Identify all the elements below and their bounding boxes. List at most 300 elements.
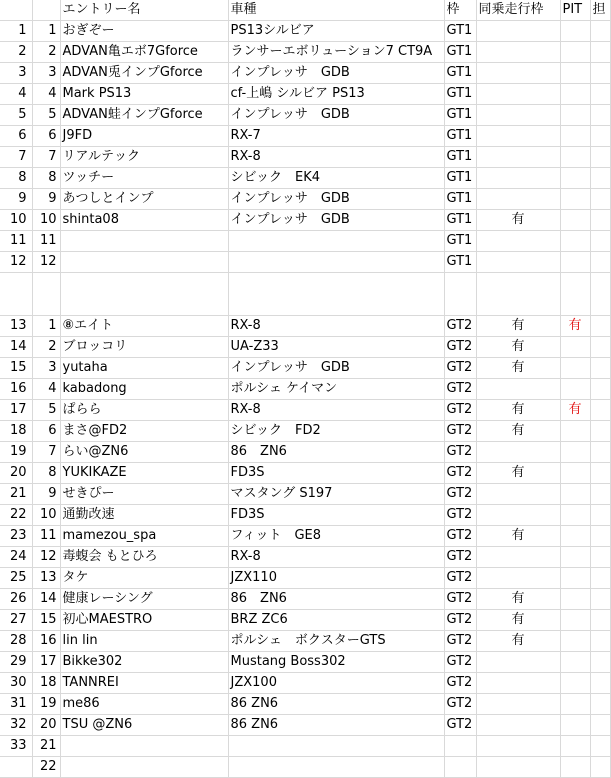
entry-name[interactable] bbox=[60, 252, 228, 273]
passenger-ride-cell[interactable] bbox=[476, 126, 560, 147]
passenger-ride-cell[interactable] bbox=[476, 84, 560, 105]
entry-name[interactable]: おぎぞー bbox=[60, 21, 228, 42]
car-model[interactable]: 86 ZN6 bbox=[228, 694, 444, 715]
entry-name[interactable]: ブロッコリ bbox=[60, 337, 228, 358]
class-cell[interactable]: GT1 bbox=[444, 189, 476, 210]
car-model[interactable]: RX-8 bbox=[228, 316, 444, 337]
empty-cell[interactable] bbox=[590, 610, 610, 631]
entry-name[interactable]: 健康レーシング bbox=[60, 589, 228, 610]
entry-number[interactable]: 12 bbox=[32, 252, 60, 273]
passenger-ride-cell[interactable] bbox=[476, 547, 560, 568]
row-number[interactable]: 3 bbox=[0, 63, 32, 84]
class-cell[interactable]: GT1 bbox=[444, 231, 476, 252]
pit-cell[interactable] bbox=[560, 526, 590, 547]
empty-cell[interactable] bbox=[590, 379, 610, 400]
row-number[interactable]: 17 bbox=[0, 400, 32, 421]
pit-cell[interactable] bbox=[560, 337, 590, 358]
empty-cell[interactable] bbox=[590, 168, 610, 189]
pit-cell[interactable] bbox=[560, 231, 590, 252]
entry-name[interactable]: ADVAN兎インプGforce bbox=[60, 63, 228, 84]
passenger-ride-cell[interactable] bbox=[476, 231, 560, 252]
class-cell[interactable]: GT2 bbox=[444, 379, 476, 400]
pit-cell[interactable] bbox=[560, 568, 590, 589]
car-model[interactable]: UA-Z33 bbox=[228, 337, 444, 358]
passenger-ride-cell[interactable] bbox=[476, 736, 560, 757]
empty-cell[interactable] bbox=[590, 210, 610, 231]
pit-cell[interactable] bbox=[560, 757, 590, 778]
entry-number[interactable]: 9 bbox=[32, 189, 60, 210]
pit-cell[interactable] bbox=[560, 63, 590, 84]
class-cell[interactable]: GT2 bbox=[444, 694, 476, 715]
row-number[interactable]: 9 bbox=[0, 189, 32, 210]
class-cell[interactable]: GT1 bbox=[444, 252, 476, 273]
row-number[interactable]: 26 bbox=[0, 589, 32, 610]
empty-cell[interactable] bbox=[444, 273, 476, 316]
entry-number[interactable]: 15 bbox=[32, 610, 60, 631]
header-passenger-ride[interactable]: 同乗走行枠 bbox=[476, 0, 560, 21]
passenger-ride-cell[interactable] bbox=[476, 652, 560, 673]
passenger-ride-cell[interactable] bbox=[476, 442, 560, 463]
entry-name[interactable] bbox=[60, 736, 228, 757]
empty-cell[interactable] bbox=[590, 316, 610, 337]
entry-name[interactable]: せきぴー bbox=[60, 484, 228, 505]
row-number[interactable]: 20 bbox=[0, 463, 32, 484]
class-cell[interactable]: GT2 bbox=[444, 715, 476, 736]
car-model[interactable]: 86 ZN6 bbox=[228, 715, 444, 736]
empty-cell[interactable] bbox=[590, 421, 610, 442]
passenger-ride-cell[interactable]: 有 bbox=[476, 526, 560, 547]
passenger-ride-cell[interactable] bbox=[476, 568, 560, 589]
empty-cell[interactable] bbox=[590, 694, 610, 715]
pit-cell[interactable] bbox=[560, 547, 590, 568]
passenger-ride-cell[interactable] bbox=[476, 379, 560, 400]
empty-cell[interactable] bbox=[590, 126, 610, 147]
entry-name[interactable]: mamezou_spa bbox=[60, 526, 228, 547]
row-number[interactable]: 29 bbox=[0, 652, 32, 673]
table-row bbox=[0, 757, 610, 778]
table-row bbox=[0, 337, 610, 358]
entry-name[interactable]: まさ@FD2 bbox=[60, 421, 228, 442]
entry-name[interactable]: ADVAN亀エボ7Gforce bbox=[60, 42, 228, 63]
class-cell[interactable]: GT2 bbox=[444, 526, 476, 547]
class-cell[interactable]: GT1 bbox=[444, 168, 476, 189]
class-cell[interactable]: GT1 bbox=[444, 84, 476, 105]
class-cell[interactable]: GT2 bbox=[444, 463, 476, 484]
empty-cell[interactable] bbox=[32, 273, 60, 316]
car-model[interactable]: RX-8 bbox=[228, 400, 444, 421]
entry-name[interactable]: yutaha bbox=[60, 358, 228, 379]
entry-name[interactable]: ぱらら bbox=[60, 400, 228, 421]
entry-number[interactable]: 1 bbox=[32, 316, 60, 337]
empty-cell[interactable] bbox=[590, 63, 610, 84]
passenger-ride-cell[interactable] bbox=[476, 63, 560, 84]
pit-cell[interactable] bbox=[560, 105, 590, 126]
table-row bbox=[0, 715, 610, 736]
car-model[interactable]: シビック FD2 bbox=[228, 421, 444, 442]
row-number[interactable]: 1 bbox=[0, 21, 32, 42]
pit-cell[interactable] bbox=[560, 589, 590, 610]
row-number[interactable]: 28 bbox=[0, 631, 32, 652]
empty-cell[interactable] bbox=[590, 442, 610, 463]
pit-cell[interactable]: 有 bbox=[560, 316, 590, 337]
car-model[interactable] bbox=[228, 252, 444, 273]
entry-number[interactable]: 17 bbox=[32, 652, 60, 673]
entry-number[interactable]: 12 bbox=[32, 547, 60, 568]
entry-number[interactable]: 20 bbox=[32, 715, 60, 736]
car-model[interactable]: ポルシェ ケイマン bbox=[228, 379, 444, 400]
entry-name[interactable]: らい@ZN6 bbox=[60, 442, 228, 463]
class-cell[interactable]: GT2 bbox=[444, 568, 476, 589]
entry-number[interactable]: 5 bbox=[32, 105, 60, 126]
header-cell[interactable] bbox=[0, 0, 32, 21]
class-cell[interactable] bbox=[444, 736, 476, 757]
entry-number[interactable]: 10 bbox=[32, 505, 60, 526]
entry-name[interactable]: Mark PS13 bbox=[60, 84, 228, 105]
passenger-ride-cell[interactable] bbox=[476, 757, 560, 778]
class-cell[interactable]: GT1 bbox=[444, 105, 476, 126]
empty-cell[interactable] bbox=[590, 147, 610, 168]
entry-name[interactable]: me86 bbox=[60, 694, 228, 715]
class-cell[interactable]: GT2 bbox=[444, 505, 476, 526]
pit-cell[interactable] bbox=[560, 42, 590, 63]
entry-number[interactable]: 22 bbox=[32, 757, 60, 778]
pit-cell[interactable] bbox=[560, 21, 590, 42]
class-cell[interactable]: GT2 bbox=[444, 337, 476, 358]
entry-number[interactable]: 9 bbox=[32, 484, 60, 505]
entry-number[interactable]: 4 bbox=[32, 379, 60, 400]
entry-name[interactable]: lin lin bbox=[60, 631, 228, 652]
entry-number[interactable]: 6 bbox=[32, 421, 60, 442]
entry-name[interactable]: ADVAN蛙インプGforce bbox=[60, 105, 228, 126]
entry-name[interactable]: TANNREI bbox=[60, 673, 228, 694]
class-cell[interactable]: GT2 bbox=[444, 652, 476, 673]
pit-cell[interactable] bbox=[560, 715, 590, 736]
entry-number[interactable]: 21 bbox=[32, 736, 60, 757]
entry-number[interactable]: 11 bbox=[32, 231, 60, 252]
empty-cell[interactable] bbox=[590, 189, 610, 210]
row-number[interactable]: 32 bbox=[0, 715, 32, 736]
passenger-ride-cell[interactable]: 有 bbox=[476, 210, 560, 231]
entry-number[interactable]: 3 bbox=[32, 63, 60, 84]
entry-name[interactable]: Bikke302 bbox=[60, 652, 228, 673]
header-class[interactable]: 枠 bbox=[444, 0, 476, 21]
empty-cell[interactable] bbox=[590, 463, 610, 484]
empty-cell[interactable] bbox=[590, 484, 610, 505]
empty-cell[interactable] bbox=[590, 631, 610, 652]
entry-number[interactable]: 2 bbox=[32, 337, 60, 358]
car-model[interactable]: RX-7 bbox=[228, 126, 444, 147]
entry-name[interactable]: あつしとインプ bbox=[60, 189, 228, 210]
passenger-ride-cell[interactable]: 有 bbox=[476, 316, 560, 337]
class-cell[interactable]: GT1 bbox=[444, 21, 476, 42]
car-model[interactable]: cf-上嶋 シルビア PS13 bbox=[228, 84, 444, 105]
passenger-ride-cell[interactable] bbox=[476, 168, 560, 189]
row-number[interactable]: 24 bbox=[0, 547, 32, 568]
entry-name[interactable]: ツッチー bbox=[60, 168, 228, 189]
pit-cell[interactable] bbox=[560, 652, 590, 673]
passenger-ride-cell[interactable] bbox=[476, 42, 560, 63]
table-row bbox=[0, 147, 610, 168]
entry-number[interactable]: 2 bbox=[32, 42, 60, 63]
class-cell[interactable]: GT2 bbox=[444, 673, 476, 694]
row-number[interactable]: 6 bbox=[0, 126, 32, 147]
class-cell[interactable]: GT1 bbox=[444, 63, 476, 84]
empty-cell[interactable] bbox=[590, 400, 610, 421]
empty-cell[interactable] bbox=[590, 273, 610, 316]
empty-cell[interactable] bbox=[0, 273, 32, 316]
empty-cell[interactable] bbox=[590, 757, 610, 778]
pit-cell[interactable] bbox=[560, 358, 590, 379]
car-model[interactable]: FD3S bbox=[228, 505, 444, 526]
header-entry-name[interactable]: エントリー名 bbox=[60, 0, 228, 21]
row-number[interactable]: 22 bbox=[0, 505, 32, 526]
class-cell[interactable]: GT2 bbox=[444, 316, 476, 337]
empty-cell[interactable] bbox=[590, 358, 610, 379]
empty-cell[interactable] bbox=[590, 231, 610, 252]
passenger-ride-cell[interactable]: 有 bbox=[476, 610, 560, 631]
car-model[interactable]: シビック EK4 bbox=[228, 168, 444, 189]
passenger-ride-cell[interactable]: 有 bbox=[476, 400, 560, 421]
entry-name[interactable]: 毒蝮会 もとひろ bbox=[60, 547, 228, 568]
entry-number[interactable]: 13 bbox=[32, 568, 60, 589]
pit-cell[interactable] bbox=[560, 736, 590, 757]
header-cut-column[interactable]: 担 bbox=[590, 0, 610, 21]
empty-cell[interactable] bbox=[590, 736, 610, 757]
car-model[interactable]: ランサーエボリューション7 CT9A bbox=[228, 42, 444, 63]
class-cell[interactable] bbox=[444, 757, 476, 778]
row-number[interactable]: 30 bbox=[0, 673, 32, 694]
entry-name[interactable]: 初心MAESTRO bbox=[60, 610, 228, 631]
entry-number[interactable]: 18 bbox=[32, 673, 60, 694]
row-number[interactable]: 13 bbox=[0, 316, 32, 337]
car-model[interactable]: RX-8 bbox=[228, 547, 444, 568]
empty-cell[interactable] bbox=[590, 715, 610, 736]
class-cell[interactable]: GT1 bbox=[444, 210, 476, 231]
pit-cell[interactable] bbox=[560, 442, 590, 463]
empty-cell[interactable] bbox=[590, 547, 610, 568]
empty-cell[interactable] bbox=[590, 505, 610, 526]
row-number[interactable]: 2 bbox=[0, 42, 32, 63]
passenger-ride-cell[interactable]: 有 bbox=[476, 421, 560, 442]
car-model[interactable]: FD3S bbox=[228, 463, 444, 484]
pit-cell[interactable] bbox=[560, 210, 590, 231]
table-row bbox=[0, 484, 610, 505]
entry-number[interactable]: 6 bbox=[32, 126, 60, 147]
row-number[interactable]: 5 bbox=[0, 105, 32, 126]
class-cell[interactable]: GT2 bbox=[444, 442, 476, 463]
entry-number[interactable]: 7 bbox=[32, 147, 60, 168]
class-cell[interactable]: GT1 bbox=[444, 42, 476, 63]
car-model[interactable]: PS13シルビア bbox=[228, 21, 444, 42]
row-number[interactable]: 11 bbox=[0, 231, 32, 252]
car-model[interactable] bbox=[228, 736, 444, 757]
passenger-ride-cell[interactable] bbox=[476, 484, 560, 505]
entry-name[interactable]: タケ bbox=[60, 568, 228, 589]
passenger-ride-cell[interactable] bbox=[476, 505, 560, 526]
entry-number[interactable]: 7 bbox=[32, 442, 60, 463]
class-cell[interactable]: GT2 bbox=[444, 631, 476, 652]
entry-name[interactable]: YUKIKAZE bbox=[60, 463, 228, 484]
class-cell[interactable]: GT2 bbox=[444, 610, 476, 631]
empty-cell[interactable] bbox=[590, 568, 610, 589]
class-cell[interactable]: GT2 bbox=[444, 589, 476, 610]
row-number[interactable] bbox=[0, 757, 32, 778]
table-row bbox=[0, 189, 610, 210]
entry-number[interactable]: 8 bbox=[32, 168, 60, 189]
pit-cell[interactable] bbox=[560, 673, 590, 694]
row-number[interactable]: 18 bbox=[0, 421, 32, 442]
passenger-ride-cell[interactable]: 有 bbox=[476, 589, 560, 610]
entry-number[interactable]: 4 bbox=[32, 84, 60, 105]
empty-cell[interactable] bbox=[590, 105, 610, 126]
class-cell[interactable]: GT2 bbox=[444, 400, 476, 421]
passenger-ride-cell[interactable]: 有 bbox=[476, 463, 560, 484]
empty-cell[interactable] bbox=[590, 526, 610, 547]
class-cell[interactable]: GT2 bbox=[444, 421, 476, 442]
car-model[interactable]: インプレッサ GDB bbox=[228, 63, 444, 84]
pit-cell[interactable] bbox=[560, 379, 590, 400]
empty-cell[interactable] bbox=[590, 42, 610, 63]
row-number[interactable]: 4 bbox=[0, 84, 32, 105]
car-model[interactable]: インプレッサ GDB bbox=[228, 189, 444, 210]
row-number[interactable]: 14 bbox=[0, 337, 32, 358]
empty-cell[interactable] bbox=[590, 337, 610, 358]
passenger-ride-cell[interactable] bbox=[476, 105, 560, 126]
row-number[interactable]: 10 bbox=[0, 210, 32, 231]
entry-number[interactable]: 14 bbox=[32, 589, 60, 610]
row-number[interactable]: 8 bbox=[0, 168, 32, 189]
pit-cell[interactable]: 有 bbox=[560, 400, 590, 421]
pit-cell[interactable] bbox=[560, 631, 590, 652]
entry-number[interactable]: 19 bbox=[32, 694, 60, 715]
table-row bbox=[0, 526, 610, 547]
table-row bbox=[0, 610, 610, 631]
empty-cell[interactable] bbox=[590, 589, 610, 610]
row-number[interactable]: 27 bbox=[0, 610, 32, 631]
row-number[interactable]: 12 bbox=[0, 252, 32, 273]
empty-cell[interactable] bbox=[590, 673, 610, 694]
entry-number[interactable]: 5 bbox=[32, 400, 60, 421]
empty-cell[interactable] bbox=[228, 273, 444, 316]
pit-cell[interactable] bbox=[560, 168, 590, 189]
entry-number[interactable]: 8 bbox=[32, 463, 60, 484]
row-number[interactable]: 15 bbox=[0, 358, 32, 379]
passenger-ride-cell[interactable] bbox=[476, 147, 560, 168]
row-number[interactable]: 7 bbox=[0, 147, 32, 168]
empty-cell[interactable] bbox=[590, 84, 610, 105]
empty-cell[interactable] bbox=[60, 273, 228, 316]
entry-number[interactable]: 3 bbox=[32, 358, 60, 379]
pit-cell[interactable] bbox=[560, 147, 590, 168]
passenger-ride-cell[interactable] bbox=[476, 715, 560, 736]
table-row bbox=[0, 694, 610, 715]
pit-cell[interactable] bbox=[560, 484, 590, 505]
car-model[interactable]: フィット GE8 bbox=[228, 526, 444, 547]
car-model[interactable]: ポルシェ ボクスターGTS bbox=[228, 631, 444, 652]
passenger-ride-cell[interactable] bbox=[476, 673, 560, 694]
pit-cell[interactable] bbox=[560, 126, 590, 147]
entry-number[interactable]: 11 bbox=[32, 526, 60, 547]
entry-name[interactable] bbox=[60, 231, 228, 252]
entry-name[interactable]: 通勤改速 bbox=[60, 505, 228, 526]
row-number[interactable]: 21 bbox=[0, 484, 32, 505]
entry-number[interactable]: 10 bbox=[32, 210, 60, 231]
car-model[interactable]: BRZ ZC6 bbox=[228, 610, 444, 631]
car-model[interactable]: マスタング S197 bbox=[228, 484, 444, 505]
passenger-ride-cell[interactable] bbox=[476, 694, 560, 715]
pit-cell[interactable] bbox=[560, 505, 590, 526]
header-cell[interactable] bbox=[32, 0, 60, 21]
car-model[interactable]: インプレッサ GDB bbox=[228, 210, 444, 231]
pit-cell[interactable] bbox=[560, 189, 590, 210]
entry-name[interactable]: kabadong bbox=[60, 379, 228, 400]
row-number[interactable]: 16 bbox=[0, 379, 32, 400]
header-pit[interactable]: PIT bbox=[560, 0, 590, 21]
row-number[interactable]: 31 bbox=[0, 694, 32, 715]
pit-cell[interactable] bbox=[560, 252, 590, 273]
header-car-model[interactable]: 車種 bbox=[228, 0, 444, 21]
entry-name[interactable]: J9FD bbox=[60, 126, 228, 147]
passenger-ride-cell[interactable] bbox=[476, 21, 560, 42]
car-model[interactable]: RX-8 bbox=[228, 147, 444, 168]
class-cell[interactable]: GT1 bbox=[444, 147, 476, 168]
passenger-ride-cell[interactable] bbox=[476, 252, 560, 273]
entry-name[interactable]: ⑧エイト bbox=[60, 316, 228, 337]
entry-number[interactable]: 16 bbox=[32, 631, 60, 652]
car-model[interactable] bbox=[228, 231, 444, 252]
car-model[interactable]: インプレッサ GDB bbox=[228, 358, 444, 379]
car-model[interactable]: Mustang Boss302 bbox=[228, 652, 444, 673]
entry-name[interactable] bbox=[60, 757, 228, 778]
car-model[interactable]: 86 ZN6 bbox=[228, 589, 444, 610]
empty-cell[interactable] bbox=[590, 21, 610, 42]
car-model[interactable]: JZX110 bbox=[228, 568, 444, 589]
passenger-ride-cell[interactable]: 有 bbox=[476, 358, 560, 379]
table-row bbox=[0, 547, 610, 568]
empty-cell[interactable] bbox=[590, 252, 610, 273]
pit-cell[interactable] bbox=[560, 610, 590, 631]
pit-cell[interactable] bbox=[560, 463, 590, 484]
table-row bbox=[0, 126, 610, 147]
class-cell[interactable]: GT2 bbox=[444, 547, 476, 568]
class-cell[interactable]: GT1 bbox=[444, 126, 476, 147]
entry-number[interactable]: 1 bbox=[32, 21, 60, 42]
empty-cell[interactable] bbox=[476, 273, 560, 316]
entry-name[interactable]: TSU @ZN6 bbox=[60, 715, 228, 736]
row-number[interactable]: 19 bbox=[0, 442, 32, 463]
entry-name[interactable]: shinta08 bbox=[60, 210, 228, 231]
passenger-ride-cell[interactable]: 有 bbox=[476, 631, 560, 652]
pit-cell[interactable] bbox=[560, 694, 590, 715]
row-number[interactable]: 23 bbox=[0, 526, 32, 547]
row-number[interactable]: 25 bbox=[0, 568, 32, 589]
passenger-ride-cell[interactable]: 有 bbox=[476, 337, 560, 358]
pit-cell[interactable] bbox=[560, 421, 590, 442]
class-cell[interactable]: GT2 bbox=[444, 358, 476, 379]
car-model[interactable]: インプレッサ GDB bbox=[228, 105, 444, 126]
class-cell[interactable]: GT2 bbox=[444, 484, 476, 505]
row-number[interactable]: 33 bbox=[0, 736, 32, 757]
table-row bbox=[0, 379, 610, 400]
car-model[interactable] bbox=[228, 757, 444, 778]
empty-cell[interactable] bbox=[560, 273, 590, 316]
empty-cell[interactable] bbox=[590, 652, 610, 673]
entry-name[interactable]: リアルテック bbox=[60, 147, 228, 168]
passenger-ride-cell[interactable] bbox=[476, 189, 560, 210]
car-model[interactable]: 86 ZN6 bbox=[228, 442, 444, 463]
car-model[interactable]: JZX100 bbox=[228, 673, 444, 694]
pit-cell[interactable] bbox=[560, 84, 590, 105]
